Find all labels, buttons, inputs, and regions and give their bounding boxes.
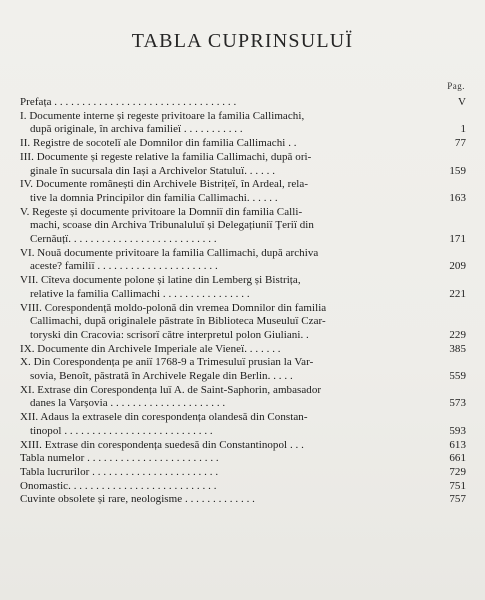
toc-entry-title: I. Documente interne și regeste privitoare la familia Callimachi, (20, 109, 305, 122)
toc-entry-continuation: sovia, Benoît, păstrată în Archivele Regale din Berlin. . . . . (30, 370, 293, 383)
toc-entry-continuation: Callimachi, după originalele păstrate în Biblioteca Museuluï Czar- (30, 315, 326, 328)
toc-entry (20, 274, 466, 301)
toc-entry-title: III. Documente și regeste relative la familia Callimachi, după ori- (20, 150, 312, 163)
toc-entry-title: XI. Extrase din Corespondența luï A. de Saint-Saphorin, ambasador (20, 383, 322, 396)
toc-entry-title: II. Registre de socotelï ale Domnilor din familia Callimachi . . (20, 137, 297, 150)
page-title: TABLA CUPRINSULUÏ (131, 30, 354, 52)
toc-entry (20, 356, 466, 383)
toc-entry (20, 480, 466, 494)
toc-entry-continuation: ginale în sucursala din Iași a Archivelor Statuluï. . . . . . (30, 164, 275, 177)
toc-page-number: V (458, 96, 466, 108)
toc-entry (20, 302, 466, 343)
toc-page-number: 221 (449, 287, 466, 300)
page-column-label: Pag. (447, 81, 465, 91)
toc-entry-continuation: relative la familia Callimachi . . . . . . . . . . . . . . . . (30, 287, 250, 300)
toc-entry (20, 493, 466, 507)
toc-page-number: 171 (449, 233, 466, 246)
toc-page-number: 757 (449, 493, 466, 506)
toc-entry-title: Tabla lucrurilor . . . . . . . . . . . . . . . . . . . . . . . (20, 465, 219, 478)
toc-page-number: 209 (449, 260, 466, 273)
toc-entry (20, 384, 466, 411)
toc-page-number: 613 (449, 438, 466, 451)
toc-entry-continuation: toryski din Cracovia: scrisorï către interpretul polon Giuliani. . (30, 328, 309, 341)
toc-entry-title: IX. Documente din Archivele Imperiale ale Vieneï. . . . . . . (20, 342, 281, 355)
toc-entry-continuation: danes la Varșovia . . . . . . . . . . . . . . . . . . . . . (30, 397, 226, 410)
toc-page-number: 593 (449, 424, 466, 437)
toc-entry-title: Cuvinte obsolete și rare, neologisme . . . . . . . . . . . . . (20, 493, 255, 506)
toc-entry-title: V. Regeste și documente privitoare la Domniï din familia Calli- (20, 205, 303, 218)
toc-page-number: 573 (449, 397, 466, 410)
toc-entry (20, 137, 466, 151)
toc-entry (20, 343, 466, 357)
toc-entry (20, 96, 466, 110)
toc-entry-title: XII. Adaus la extrasele din corespondența olandesă din Constan- (20, 411, 308, 424)
toc-page-number: 385 (449, 342, 466, 355)
toc-entry (20, 466, 466, 480)
toc-entry-title: Tabla numelor . . . . . . . . . . . . . . . . . . . . . . . . (20, 452, 219, 465)
toc-page-number: 661 (449, 452, 466, 465)
toc-page-number: 729 (449, 465, 466, 478)
toc-entry-continuation: tive la domnia Principilor din familia Callimachi. . . . . . (30, 191, 278, 204)
toc-page-number: 229 (449, 328, 466, 341)
toc-entry-title: Prefața . . . . . . . . . . . . . . . . . . . . . . . . . . . . . . . . . (20, 96, 237, 108)
toc-entry (20, 110, 466, 137)
toc-page-number: 159 (449, 164, 466, 177)
toc-entry (20, 247, 466, 274)
toc-entry (20, 411, 466, 438)
toc-entry-title: Onomastic. . . . . . . . . . . . . . . . . . . . . . . . . . . (20, 479, 217, 492)
toc-entry-title: VIII. Corespondență moldo-polonă din vremea Domnilor din familia (20, 301, 327, 314)
toc-entry-continuation: tinopol . . . . . . . . . . . . . . . . . . . . . . . . . . . (30, 424, 213, 437)
toc-entry (20, 439, 466, 453)
toc-entry-continuation: aceste? familiï . . . . . . . . . . . . . . . . . . . . . . (30, 260, 218, 273)
toc-page-number: 559 (449, 370, 466, 383)
toc-page-number: 751 (449, 479, 466, 492)
table-of-contents (20, 96, 466, 507)
toc-entry (20, 178, 466, 205)
toc-entry-continuation: machi, scoase din Archiva Tribunaluluï și Delegațiuniï Țeriï din (30, 219, 314, 232)
toc-entry-title: VI. Nouă documente privitoare la familia Callimachi, după archiva (20, 246, 319, 259)
toc-entry-title: X. Din Corespondența pe aniï 1768-9 a Trimesuluï prusian la Var- (20, 356, 314, 369)
toc-entry (20, 206, 466, 247)
toc-entry-title: VII. Cîteva documente polone și latine din Lemberg și Bistrița, (20, 274, 301, 287)
toc-entry (20, 452, 466, 466)
toc-page-number: 77 (454, 137, 466, 150)
toc-entry-continuation: după originale, în archiva familieï . . . . . . . . . . . (30, 123, 243, 136)
toc-page-number: 163 (449, 191, 466, 204)
toc-entry-title: XIII. Extrase din corespondența suedesă din Constantinopol . . . (20, 438, 304, 451)
toc-entry-continuation: Cernăuțï. . . . . . . . . . . . . . . . . . . . . . . . . . . (30, 233, 217, 246)
toc-page-number: 1 (460, 123, 466, 136)
toc-entry-title: IV. Documente românești din Archivele Bistrițeï, în Ardeal, rela- (20, 178, 309, 191)
toc-entry (20, 151, 466, 178)
